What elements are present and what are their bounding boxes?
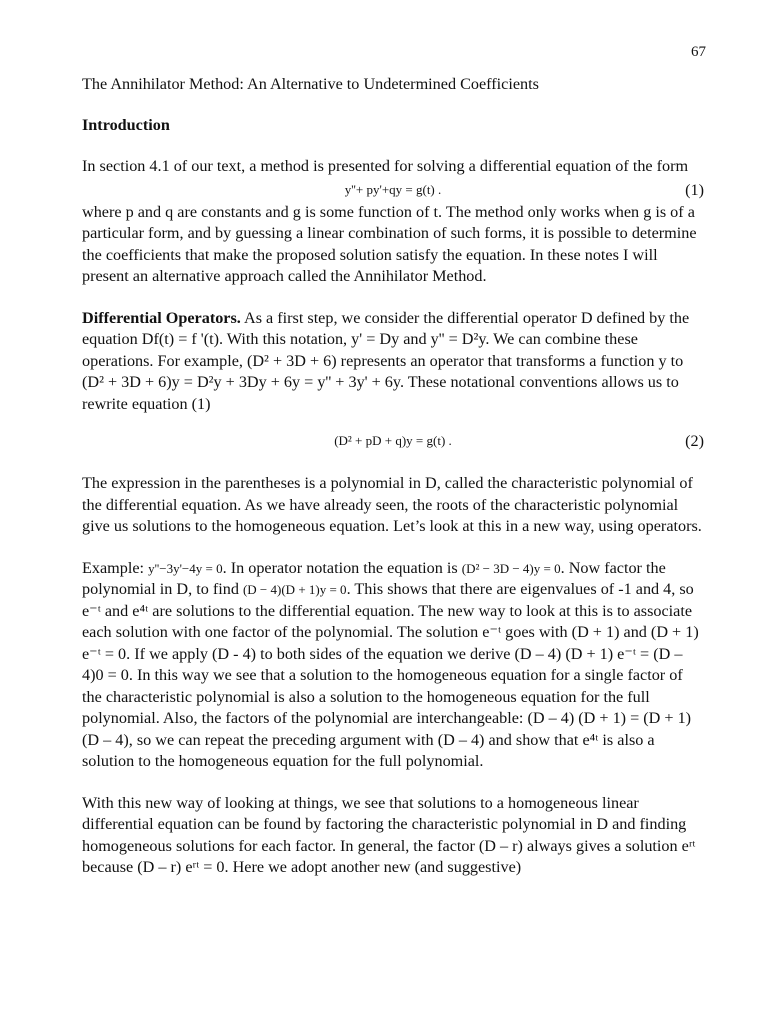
example-operator-equation: (D² − 3D − 4)y = 0 <box>461 560 561 576</box>
equation-1 <box>82 178 704 202</box>
document-title: The Annihilator Method: An Alternative to Undetermined Coefficients <box>82 75 539 93</box>
differential-operators-text: As a first step, we consider the differential operator D defined by the equation Df(t) = f '(t). With this notation, y' = Dy and y'' = D²y. We can combine these operations. For example, (D² + 3D + 6) represents an operator that transforms a function y to (D² + 3D + 6)y = D²y + 3Dy + 6y = y'' + 3y' + 6y. These notational conventions allows us to rewrite equation (1) <box>82 308 690 413</box>
equation-2-number: (2) <box>685 432 704 450</box>
page-number: 67 <box>691 44 706 60</box>
equation-1-number: (1) <box>685 180 704 199</box>
intro-paragraph-2: where p and q are constants and g is some function of t. The method only works when g is of a particular form, and by guessing a linear combination of such forms, it is possible to determine the coefficients that make the proposed solution satisfy the equation. In these notes I will present an alternative approach called the Annihilator Method. <box>82 202 697 285</box>
page-content <box>82 74 704 879</box>
characteristic-paragraph: The expression in the parentheses is a polynomial in D, called the characteristic polynomial of the differential equation. As we have already seen, the roots of the characteristic polynomial give us solutions to the homogeneous equation. Let’s look at this in a new way, using operators. <box>82 474 702 535</box>
example-paragraph <box>82 558 704 773</box>
example-text-2: . Now factor the polynomial in D, to find <box>82 558 666 598</box>
example-label: Example: <box>82 558 145 577</box>
intro-paragraph-1: In section 4.1 of our text, a method is presented for solving a differential equation of the form <box>82 157 689 175</box>
example-equation: y''−3y'−4y = 0 <box>148 560 223 576</box>
differential-operators-paragraph <box>82 308 704 416</box>
equation-1-expression: y''+ py'+qy = g(t) . <box>344 181 442 197</box>
differential-operators-heading: Differential Operators. <box>82 308 241 327</box>
equation-2-expression: (D² + pD + q)y = g(t) . <box>334 433 452 448</box>
example-text-3: . This shows that there are eigenvalues of -1 and 4, so e⁻ᵗ and e⁴ᵗ are solutions to the differential equation. The new way to look at this is to associate each solution with one factor of the polynomial. The solution e⁻ᵗ goes with (D + 1) and (D + 1) e⁻ᵗ = 0. If we apply (D - 4) to both sides of the equation we derive (D – 4) (D + 1) e⁻ᵗ = (D – 4)0 = 0. In this way we see that a solution to the homogeneous equation for a single factor of the characteristic polynomial is also a solution to the homogeneous equation for the full polynomial. Also, the factors of the polynomial are interchangeable: (D – 4) (D + 1) = (D + 1) (D – 4), so we can repeat the preceding argument with (D – 4) and show that e⁴ᵗ is also a solution to the homogeneous equation for the full polynomial. <box>82 580 699 770</box>
example-factored-equation: (D − 4)(D + 1)y = 0 <box>242 582 347 597</box>
equation-2 <box>82 429 704 453</box>
example-text-1: . In operator notation the equation is <box>222 558 458 577</box>
last-paragraph: With this new way of looking at things, we see that solutions to a homogeneous linear differential equation can be found by factoring the characteristic polynomial in D and finding homogeneous solutions for each factor. In general, the factor (D – r) always gives a solution eʳᵗ because (D – r) eʳᵗ = 0. Here we adopt another new (and suggestive) <box>82 793 696 876</box>
section-heading-introduction: Introduction <box>82 115 170 134</box>
